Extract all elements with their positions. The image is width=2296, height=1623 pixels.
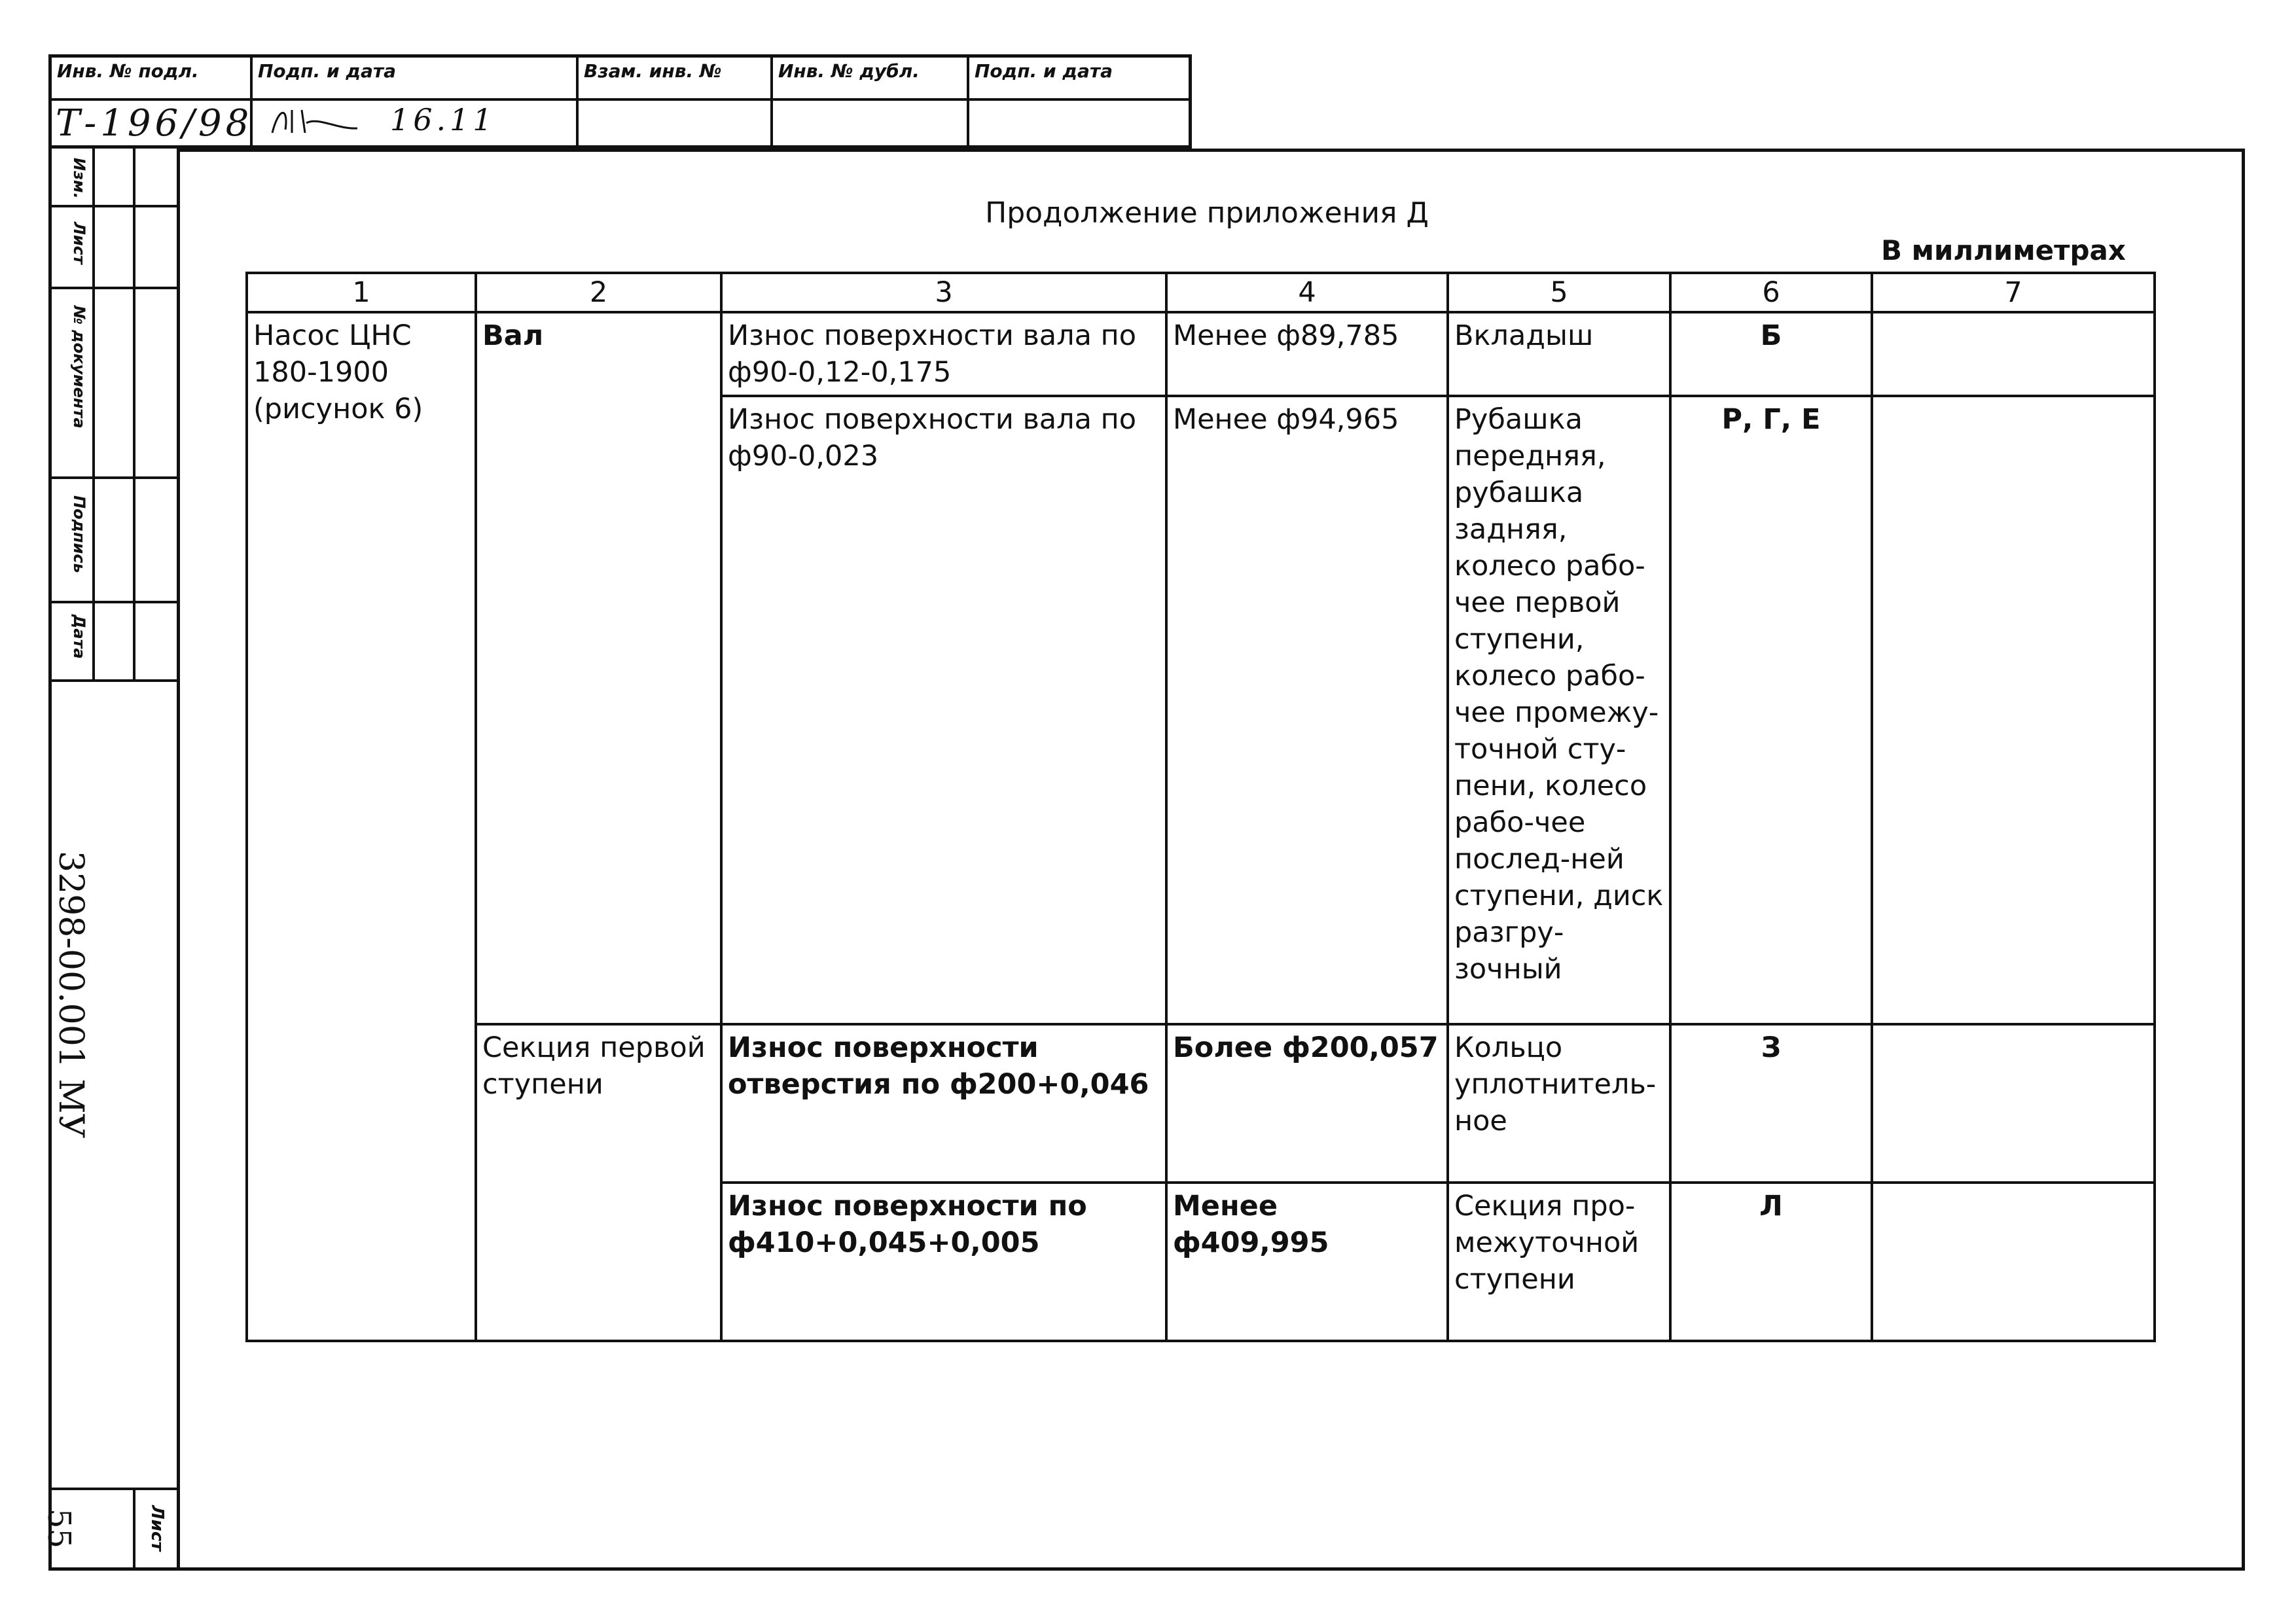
limit-cell: Менее ф409,995	[1166, 1183, 1448, 1341]
limit-cell: Менее ф89,785	[1166, 312, 1448, 396]
limit-cell: Более ф200,057	[1166, 1024, 1448, 1183]
stamp-sign-value: 16.11	[390, 102, 496, 137]
col-header-6: 6	[1670, 273, 1872, 312]
col-header-3: 3	[721, 273, 1166, 312]
note-cell	[1872, 1024, 2155, 1183]
col-header-7: 7	[1872, 273, 2155, 312]
stamp-col-sign2	[969, 58, 1192, 145]
stamp-header-replace: Взам. инв. №	[584, 60, 722, 82]
part-shaft: Вал	[476, 312, 721, 1024]
stamp-col-replace	[579, 58, 773, 145]
stamp-header-sign: Подп. и дата	[258, 60, 397, 82]
stamp-col-dup	[773, 58, 969, 145]
table-row	[247, 312, 2155, 396]
detail-cell: Секция про-межуточной ступени	[1448, 1183, 1670, 1341]
page-title: Продолжение приложения Д	[985, 196, 1429, 230]
defect-cell: Износ поверхности по ф410+0,045+0,005	[721, 1183, 1166, 1341]
col-header-4: 4	[1166, 273, 1448, 312]
defect-cell: Износ поверхности вала по ф90-0,12-0,175	[721, 312, 1166, 396]
code-cell: Р, Г, Е	[1670, 396, 1872, 1024]
stamp-col-inv	[52, 58, 253, 145]
stamp-inv-value: Т-196/98	[56, 102, 253, 145]
pump-cell: Насос ЦНС 180-1900 (рисунок 6)	[247, 312, 476, 1341]
side-label-doc: № документа	[70, 306, 88, 429]
side-label-list: Лист	[70, 222, 88, 264]
detail-cell: Вкладыш	[1448, 312, 1670, 396]
code-cell: З	[1670, 1024, 1872, 1183]
col-header-1: 1	[247, 273, 476, 312]
side-label-izm: Изм.	[70, 158, 88, 199]
detail-cell: Рубашка передняя, рубашка задняя, колесо рабо-чее первой ступени, колесо рабо-чее промежу-точной сту-пени, колесо рабо-чее послед-ней ступени, диск разгру-зочный	[1448, 396, 1670, 1024]
approval-stamp	[48, 54, 1192, 149]
stamp-header-dup: Инв. № дубл.	[778, 60, 920, 82]
sheet-number: 55	[41, 1508, 77, 1549]
note-cell	[1872, 1183, 2155, 1341]
code-cell: Б	[1670, 312, 1872, 396]
signature-mark	[266, 103, 364, 143]
note-cell	[1872, 396, 2155, 1024]
side-label-date: Дата	[70, 615, 88, 659]
side-divider-3	[133, 1490, 135, 1569]
code-cell: Л	[1670, 1183, 1872, 1341]
stamp-header-sign2: Подп. и дата	[975, 60, 1113, 82]
defect-cell: Износ поверхности отверстия по ф200+0,046	[721, 1024, 1166, 1183]
table-row	[247, 1024, 2155, 1183]
note-cell	[1872, 312, 2155, 396]
units-note: В миллиметрах	[1880, 234, 2126, 266]
side-label-sign: Подпись	[70, 495, 88, 573]
stamp-header-inv: Инв. № подл.	[57, 60, 199, 82]
defect-cell: Износ поверхности вала по ф90-0,023	[721, 396, 1166, 1024]
stamp-row-divider	[52, 98, 1189, 101]
limit-cell: Менее ф94,965	[1166, 396, 1448, 1024]
col-header-5: 5	[1448, 273, 1670, 312]
part-section: Секция первой ступени	[476, 1024, 721, 1341]
sheet-label: Лист	[147, 1505, 167, 1552]
document-code: 3298-00.001 МУ	[51, 851, 90, 1139]
table-header-row	[247, 273, 2155, 312]
repair-table	[245, 272, 2156, 1342]
stamp-col-sign	[253, 58, 579, 145]
detail-cell: Кольцо уплотнитель-ное	[1448, 1024, 1670, 1183]
col-header-2: 2	[476, 273, 721, 312]
